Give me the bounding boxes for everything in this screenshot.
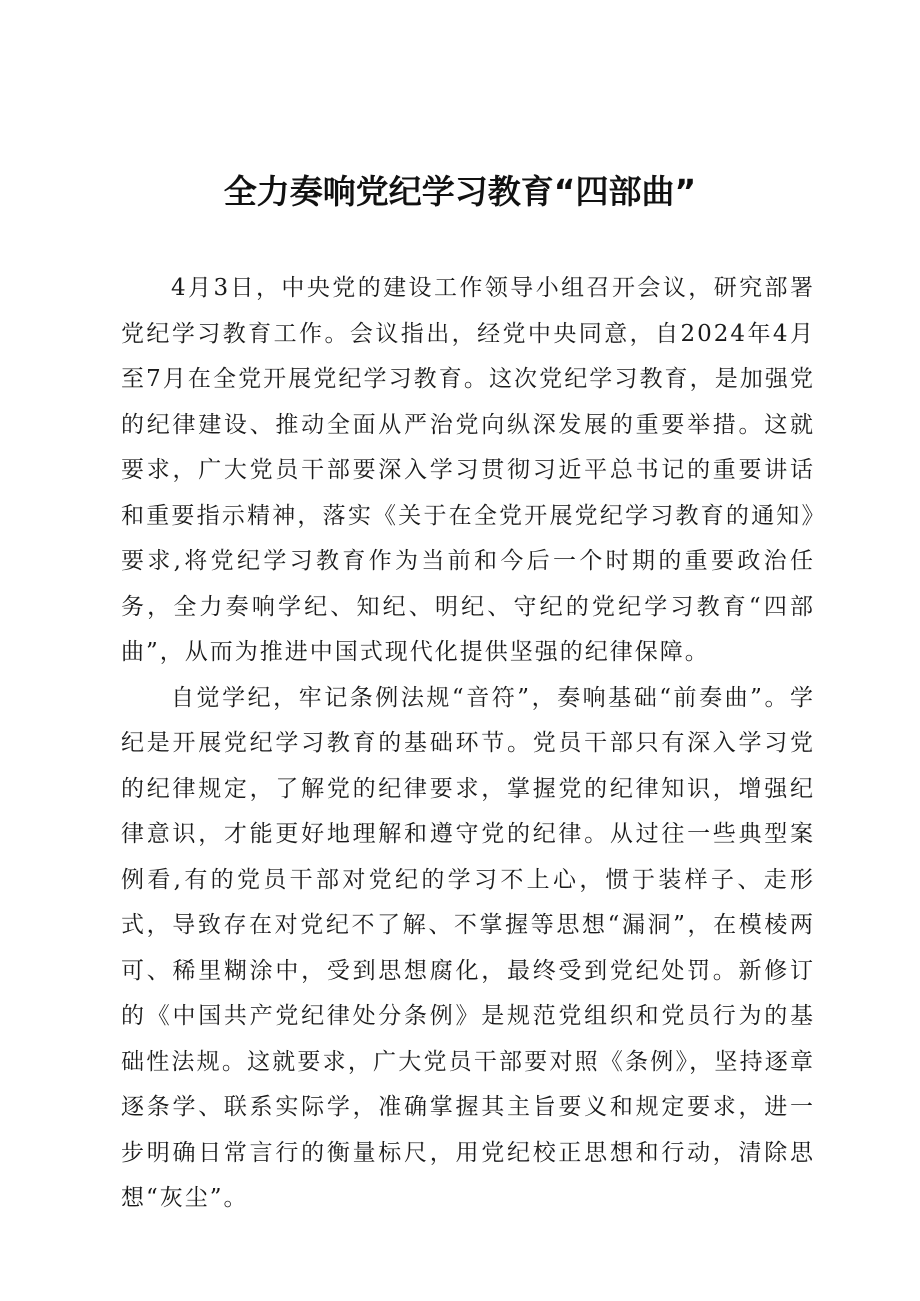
document-title: 全力奏响党纪学习教育“四部曲”	[223, 172, 697, 211]
document-body	[121, 266, 815, 1222]
paragraph-learn-discipline: 自觉学纪，牢记条例法规“音符”，奏响基础“前奏曲”。学纪是开展党纪学习教育的基础环节。党员干部只有深入学习党的纪律规定，了解党的纪律要求，掌握党的纪律知识，增强纪律意识，才能更好地理解和遵守党的纪律。从过往一些典型案例看,有的党员干部对党纪的学习不上心，惯于装样子、走形式，导致存在对党纪不了解、不掌握等思想“漏洞”，在模棱两可、稀里糊涂中，受到思想腐化，最终受到党纪处罚。新修订的《中国共产党纪律处分条例》是规范党组织和党员行为的基础性法规。这就要求，广大党员干部要对照《条例》，坚持逐章逐条学、联系实际学，准确掌握其主旨要义和规定要求，进一步明确日常言行的衡量标尺，用党纪校正思想和行动，清除思想“灰尘”。	[121, 684, 815, 1211]
paragraph-intro: 4月3日，中央党的建设工作领导小组召开会议，研究部署党纪学习教育工作。会议指出，经党中央同意，自2024年4月至7月在全党开展党纪学习教育。这次党纪学习教育，是加强党的纪律建设、推动全面从严治党向纵深发展的重要举措。这就要求，广大党员干部要深入学习贯彻习近平总书记的重要讲话和重要指示精神，落实《关于在全党开展党纪学习教育的通知》要求,将党纪学习教育作为当前和今后一个时期的重要政治任务，全力奏响学纪、知纪、明纪、守纪的党纪学习教育“四部曲”，从而为推进中国式现代化提供坚强的纪律保障。	[121, 275, 815, 665]
